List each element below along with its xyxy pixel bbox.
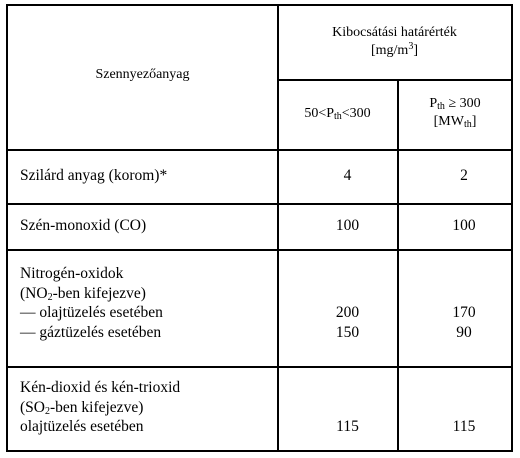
col2-post: ≥ 300 <box>444 96 481 111</box>
header-bottom-divider <box>8 149 511 151</box>
row-2-value-1 <box>278 216 417 236</box>
header-column-1 <box>278 105 397 123</box>
row-1-label <box>20 166 167 186</box>
row-3-value-1 <box>278 303 417 342</box>
row-2-label <box>20 216 146 236</box>
col1-pre: 50<P <box>304 106 334 121</box>
row-4-formula-sub: 2 <box>44 405 50 417</box>
row-3-formula-pre: (NO <box>20 284 48 302</box>
emission-limit-table <box>6 4 513 452</box>
row-3-label <box>20 264 163 342</box>
row-1-value-2-text: 2 <box>460 167 468 184</box>
row-1-label-text: Szilárd anyag (korom)* <box>20 167 168 184</box>
row-divider-2 <box>8 249 511 251</box>
row-3-formula-post: -ben kifejezve) <box>52 284 146 302</box>
row-3-formula-sub: 2 <box>47 291 53 303</box>
row-3-value-2a: 170 <box>452 304 476 321</box>
col2-sub: th <box>437 101 445 112</box>
row-4-value-1 <box>278 417 417 437</box>
row-4-value-2-text: 115 <box>452 418 476 435</box>
row-divider-1 <box>8 203 511 205</box>
row-3-value-2b: 90 <box>456 323 472 341</box>
header-inner-divider <box>277 79 511 81</box>
header-pollutant-text: Szennyezőanyag <box>95 67 190 82</box>
row-4-value-1-text: 115 <box>336 418 359 435</box>
row-4-label <box>20 378 180 437</box>
unit-exponent: 3 <box>408 41 414 52</box>
col2-unit-pre: [MW <box>433 114 464 129</box>
row-1-value-1 <box>278 166 417 186</box>
row-2-value-1-text: 100 <box>335 217 360 234</box>
header-unit <box>278 42 511 60</box>
row-4-value-2 <box>399 417 520 437</box>
row-3-label-line-2 <box>20 284 163 304</box>
row-1-value-2 <box>399 166 520 186</box>
col1-sub: th <box>334 111 342 122</box>
col2-line-2 <box>399 113 511 131</box>
row-3-value-1b: 150 <box>335 323 360 341</box>
row-2-label-text: Szén-monoxid (CO) <box>20 217 147 234</box>
column-divider-2 <box>397 79 399 450</box>
row-4-label-line-3: olajtüzelés esetében <box>20 418 144 435</box>
row-3-value-1a: 200 <box>335 304 360 321</box>
header-emission-limit-text: Kibocsátási határérték <box>332 25 457 40</box>
col1-post: <300 <box>341 106 371 121</box>
row-4-formula-post: -ben kifejezve) <box>49 398 144 416</box>
row-1-value-1-text: 4 <box>343 167 352 184</box>
unit-prefix: [mg/m <box>370 43 409 58</box>
row-2-value-2 <box>399 216 520 236</box>
row-4-formula-pre: (SO <box>20 398 45 416</box>
row-3-value-2 <box>399 303 520 342</box>
row-3-label-line-4: — gáztüzelés esetében <box>20 323 162 341</box>
row-3-label-line-3: — olajtüzelés esetében <box>20 304 163 321</box>
row-2-value-2-text: 100 <box>452 217 476 234</box>
col2-unit-post: ] <box>471 114 477 129</box>
col2-line-1 <box>399 95 511 113</box>
header-column-2 <box>399 95 511 131</box>
col2-unit-sub: th <box>463 119 472 130</box>
col2-pre: P <box>429 96 438 111</box>
row-4-label-line-2 <box>20 398 180 418</box>
header-emission-limit <box>278 24 511 60</box>
row-divider-3 <box>8 366 511 368</box>
header-pollutant <box>8 66 277 84</box>
row-3-label-line-1: Nitrogén-oxidok <box>20 265 124 282</box>
unit-suffix: ] <box>413 43 418 58</box>
row-4-label-line-1: Kén-dioxid és kén-trioxid <box>20 379 181 396</box>
